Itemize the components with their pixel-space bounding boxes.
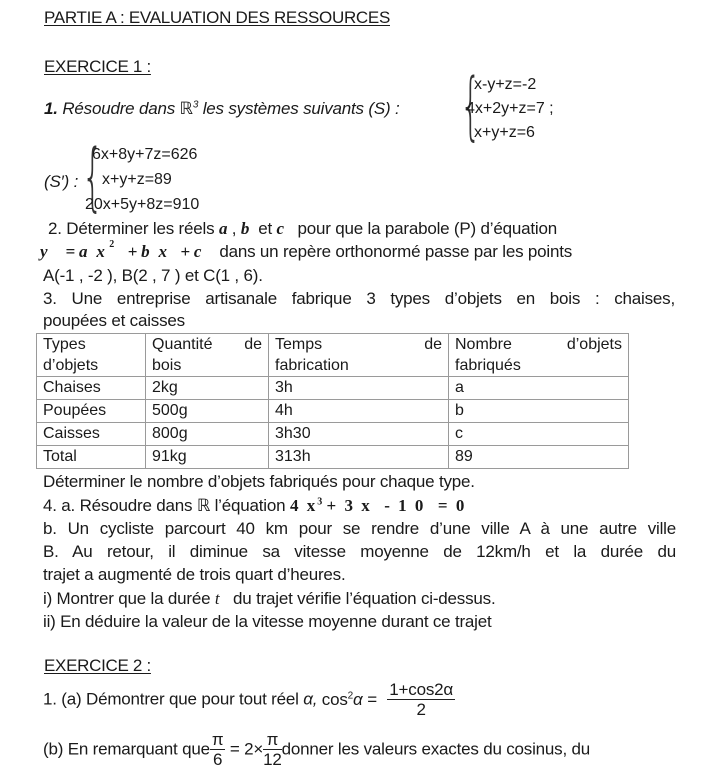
- table-cell: 4h: [269, 400, 449, 423]
- fraction-pi-over-12: [263, 730, 282, 769]
- q3-question: Déterminer le nombre d’objets fabriqués pour chaque type.: [43, 472, 475, 491]
- exercice-2-title: EXERCICE 2 :: [44, 656, 151, 675]
- times-two: = 2×: [229, 739, 264, 759]
- table-cell: 91kg: [146, 446, 269, 469]
- q4b-i: [43, 589, 495, 609]
- left-brace-icon: {: [460, 63, 482, 149]
- q4a-eq-exponent: 3: [317, 496, 322, 508]
- table-cell: 313h: [269, 446, 449, 469]
- fraction-numerator: 1+cos2α: [389, 680, 454, 699]
- header-line: fabrication: [275, 357, 349, 374]
- q4b-ii: ii) En déduire la valeur de la vitesse moyenne durant ce trajet: [43, 612, 492, 631]
- table-cell: 2kg: [146, 377, 269, 400]
- q2-text-c: dans un repère orthonormé passe par les points: [219, 242, 573, 261]
- q1-text-a: Résoudre dans: [62, 99, 176, 118]
- system-s-prime-eq-2: x+y+z=89: [102, 171, 172, 188]
- table-cell: Total: [37, 446, 146, 469]
- table-cell: c: [449, 423, 629, 446]
- exercice-1-title: EXERCICE 1 :: [44, 57, 151, 76]
- system-s-prime: [82, 134, 242, 221]
- comma: ,: [231, 219, 237, 238]
- var-t: t: [214, 589, 220, 608]
- table-cell: a: [449, 377, 629, 400]
- header-cell: [37, 334, 146, 377]
- system-s: [460, 63, 610, 152]
- header-line: Temps de: [275, 336, 442, 353]
- header-line: bois: [152, 357, 182, 374]
- table-cell: 89: [449, 446, 629, 469]
- eq-plus-b: + b: [127, 242, 150, 261]
- ex2-q1b-end: donner les valeurs exactes du cosinus, du: [281, 739, 591, 759]
- ex2-q1a-text: 1. (a) Démontrer que pour tout réel: [43, 689, 299, 709]
- et: et: [258, 219, 272, 238]
- var-b: b: [240, 219, 250, 238]
- table-row: [37, 377, 629, 400]
- var-a: a: [218, 219, 228, 238]
- objects-table: [36, 333, 629, 469]
- ex2-q1a: [43, 680, 455, 719]
- eq-y: y: [40, 242, 48, 261]
- q4b-i-text-b: du trajet vérifie l’équation ci-dessus.: [233, 589, 496, 608]
- header-line: Types: [43, 336, 86, 353]
- q3-line-1: 3. Une entreprise artisanale fabrique 3 types d’objets en bois : chaises,: [43, 289, 675, 308]
- system-s-prime-eq-1: 6x+8y+7z=626: [92, 146, 198, 163]
- q4b-i-text-a: i) Montrer que la durée: [43, 589, 211, 608]
- var-c: c: [276, 219, 284, 238]
- real-set-exponent: 3: [192, 99, 199, 111]
- eq-equals-a: = a: [65, 242, 88, 261]
- header-line: Quantité de: [152, 336, 262, 353]
- system-s-eq-1: x-y+z=-2: [474, 76, 537, 93]
- fraction-cos2a: [387, 680, 455, 719]
- q4b-line-2: B. Au retour, il diminue sa vitesse moyenne de 12km/h et la durée du: [43, 542, 676, 561]
- q1-text-b: les systèmes suivants (S) :: [202, 99, 400, 118]
- fraction-pi-over-6: [210, 730, 226, 769]
- q1-statement: [44, 99, 399, 119]
- q4a-eq-part-2: + 3 x - 1 0 = 0: [326, 496, 467, 515]
- q4b-line-3: trajet a augmenté de trois quart d’heures.: [43, 565, 346, 584]
- table-cell: 800g: [146, 423, 269, 446]
- fraction-denominator: 2: [416, 700, 426, 719]
- fraction-denominator: 12: [263, 750, 282, 769]
- real-set-symbol: ℝ: [179, 99, 193, 118]
- q4a-text: 4. a. Résoudre dans ℝ l’équation: [43, 496, 286, 515]
- eq-x: x: [158, 242, 167, 261]
- eq-exponent: 2: [109, 239, 114, 251]
- fraction-numerator: π: [263, 730, 282, 750]
- table-cell: 3h: [269, 377, 449, 400]
- table-cell: Poupées: [37, 400, 146, 423]
- var-alpha-equals: α =: [353, 689, 377, 709]
- q1-number: 1.: [44, 99, 58, 118]
- table-cell: Caisses: [37, 423, 146, 446]
- table-header-row: [37, 334, 629, 377]
- s-prime-label: (S′) :: [44, 172, 79, 191]
- header-cell: [449, 334, 629, 377]
- q3-line-2: poupées et caisses: [43, 311, 185, 330]
- fraction-numerator: π: [211, 730, 224, 749]
- var-alpha: α,: [303, 689, 318, 709]
- system-s-eq-3: x+y+z=6: [474, 124, 535, 141]
- q2-text-a: 2. Déterminer les réels: [48, 219, 215, 238]
- q2-points: A(-1 , -2 ), B(2 , 7 ) et C(1 , 6).: [43, 266, 263, 285]
- q2-text-b: pour que la parabole (P) d’équation: [297, 219, 557, 238]
- system-s-prime-eq-3: 20x+5y+8z=910: [85, 196, 200, 213]
- ex2-q1b: [43, 730, 590, 769]
- q4a-statement: [43, 496, 466, 516]
- cos-exponent: 2: [347, 689, 354, 701]
- eq-plus-c: + c: [180, 242, 202, 261]
- fraction-denominator: 6: [212, 750, 223, 769]
- q2-line-2: [40, 239, 702, 262]
- table-cell: 500g: [146, 400, 269, 423]
- header-line: Nombre d’objets: [455, 336, 622, 353]
- header-line: d’objets: [43, 357, 99, 374]
- table-row: [37, 423, 629, 446]
- partie-title: PARTIE A : EVALUATION DES RESSOURCES: [44, 8, 390, 27]
- cos-text: cos: [321, 689, 348, 709]
- ex2-q1b-text: (b) En remarquant que: [43, 739, 210, 759]
- q4a-eq-part-1: 4 x: [289, 496, 318, 515]
- header-line: fabriqués: [455, 357, 521, 374]
- header-cell: [269, 334, 449, 377]
- q4b-line-1: b. Un cycliste parcourt 40 km pour se rendre d’une ville A à une autre ville: [43, 519, 676, 538]
- table-row: [37, 446, 629, 469]
- table-cell: b: [449, 400, 629, 423]
- left-brace-icon: {: [82, 134, 104, 220]
- system-s-eq-2: 4x+2y+z=7 ;: [466, 100, 554, 117]
- table-cell: Chaises: [37, 377, 146, 400]
- table-row: [37, 400, 629, 423]
- header-cell: [146, 334, 269, 377]
- eq-x: x: [96, 242, 105, 261]
- q2-line-1: [48, 219, 557, 239]
- table-cell: 3h30: [269, 423, 449, 446]
